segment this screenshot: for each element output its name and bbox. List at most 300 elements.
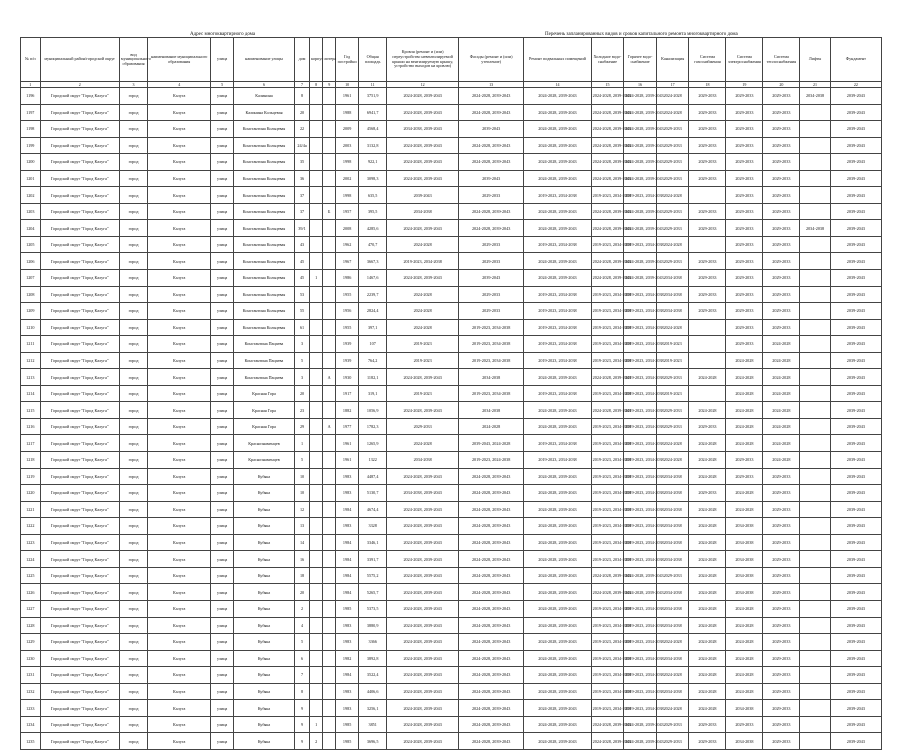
table-cell xyxy=(323,104,336,121)
table-cell: 2019-2023, 2034-2038 xyxy=(459,336,524,353)
table-cell: 1782,3 xyxy=(359,418,387,435)
table-cell: 3256,1 xyxy=(359,700,387,717)
table-cell: 1199 xyxy=(21,137,41,154)
table-cell: 2024-2028, 2039-2043 xyxy=(524,650,591,667)
table-cell: 2024-2028, 2039-2043 xyxy=(387,154,459,171)
table-cell: 2029-2033 xyxy=(387,418,459,435)
table-cell: 2024-2028, 2039-2043 xyxy=(624,716,657,733)
table-cell: 2039-2043 xyxy=(387,187,459,204)
table-cell xyxy=(310,369,323,386)
table-cell: улица xyxy=(211,154,234,171)
table-cell: 1235 xyxy=(21,733,41,750)
table-cell: Городской округ "Город Калуга" xyxy=(40,270,119,287)
table-cell: 2039-2043 xyxy=(830,733,881,750)
table-row xyxy=(21,567,882,584)
table-cell: 2029-2033 xyxy=(726,170,763,187)
table-cell: 2024-2028, 2039-2043 xyxy=(387,501,459,518)
table-cell: 2024-2028, 2039-2043 xyxy=(387,567,459,584)
table-cell xyxy=(800,667,830,684)
table-cell: 2029-2033 xyxy=(763,600,800,617)
table-cell: город xyxy=(119,716,147,733)
table-cell xyxy=(800,650,830,667)
table-row xyxy=(21,319,882,336)
table-cell: 5 xyxy=(294,452,309,469)
table-cell: 2024-2028 xyxy=(726,501,763,518)
table-cell xyxy=(689,352,726,369)
column-header: Кровля (ремонт и (или) переустройство невентилируемой крыши на вентилируемую крышу, устройство выходов на кровлю) xyxy=(387,38,459,82)
table-cell xyxy=(310,104,323,121)
table-cell: 2024-2028, 2039-2043 xyxy=(624,104,657,121)
table-cell xyxy=(323,667,336,684)
table-cell: 2024-2028 xyxy=(726,683,763,700)
table-cell: 2029-2033 xyxy=(763,501,800,518)
table-cell: 1214 xyxy=(21,385,41,402)
table-cell: 22 xyxy=(294,121,309,138)
table-cell: 3132,8 xyxy=(359,137,387,154)
table-cell: 2019-2023, 2034-2038 xyxy=(591,352,624,369)
table-cell: 2024-2028, 2039-2043 xyxy=(624,220,657,237)
table-cell: 2024-2028 xyxy=(689,600,726,617)
table-cell: 39/1 xyxy=(294,220,309,237)
table-row xyxy=(21,286,882,303)
table-cell: 2024-2028 xyxy=(763,385,800,402)
table-cell: 2029-2033 xyxy=(763,518,800,535)
table-cell: Краснознаменцев xyxy=(234,452,295,469)
table-cell: 3 xyxy=(294,369,309,386)
table-cell: 3346,1 xyxy=(359,534,387,551)
table-cell: 1224 xyxy=(21,551,41,568)
table-row xyxy=(21,716,882,733)
table-cell xyxy=(800,303,830,320)
table-row xyxy=(21,617,882,634)
table-cell xyxy=(323,634,336,651)
table-cell: 2024-2028, 2039-2043 xyxy=(624,270,657,287)
table-cell: 2024-2028 xyxy=(656,435,689,452)
table-cell xyxy=(800,716,830,733)
table-cell: Калуга xyxy=(148,402,211,419)
table-cell: Калуга xyxy=(148,286,211,303)
table-cell: 2024-2028, 2039-2043 xyxy=(387,170,459,187)
table-cell: 2024-2028, 2039-2043 xyxy=(459,485,524,502)
table-cell: 1221 xyxy=(21,501,41,518)
table-cell: Калуга xyxy=(148,336,211,353)
table-cell: 2039-2043 xyxy=(830,683,881,700)
table-cell: 2024-2028 xyxy=(763,402,800,419)
table-cell xyxy=(689,187,726,204)
table-cell: 2029-2033 xyxy=(459,286,524,303)
table-cell: 2029-2033 xyxy=(763,634,800,651)
table-cell: 2024-2028 xyxy=(689,567,726,584)
table-cell: 1197 xyxy=(21,104,41,121)
table-cell xyxy=(310,137,323,154)
table-cell: 13 xyxy=(294,518,309,535)
table-cell: 2024-2028 xyxy=(459,418,524,435)
table-cell: улица xyxy=(211,121,234,138)
table-cell xyxy=(800,352,830,369)
table-cell: 2024-2028, 2039-2043 xyxy=(624,170,657,187)
table-cell: 2024-2028, 2039-2043 xyxy=(459,733,524,750)
table-cell: 2029-2033 xyxy=(689,137,726,154)
table-cell: улица xyxy=(211,137,234,154)
table-cell: 1234 xyxy=(21,716,41,733)
table-cell xyxy=(800,468,830,485)
table-row xyxy=(21,700,882,717)
table-row xyxy=(21,104,882,121)
table-cell: 2024-2028 xyxy=(726,667,763,684)
table-cell: 2024-2028, 2039-2043 xyxy=(591,121,624,138)
column-number: 6 xyxy=(234,82,295,88)
table-cell: улица xyxy=(211,236,234,253)
table-cell: 2024-2028, 2039-2043 xyxy=(387,650,459,667)
table-cell: 2019-2023, 2034-2038 xyxy=(624,187,657,204)
table-cell: 2024-2028, 2039-2043 xyxy=(591,716,624,733)
column-header: муниципальный район/городской округ xyxy=(40,38,119,82)
table-cell: 2019-2023, 2034-2038 xyxy=(591,634,624,651)
table-cell: 2034-2038 xyxy=(726,567,763,584)
table-row xyxy=(21,385,882,402)
table-cell: 2024-2028, 2039-2043 xyxy=(387,270,459,287)
table-row xyxy=(21,270,882,287)
table-cell: Городской округ "Город Калуга" xyxy=(40,303,119,320)
table-cell: 2039-2043 xyxy=(830,319,881,336)
table-cell: 1208 xyxy=(21,286,41,303)
column-number: 12 xyxy=(387,82,459,88)
table-cell: 20 xyxy=(294,385,309,402)
table-cell: 2029-2033 xyxy=(726,336,763,353)
table-cell: 2024-2028, 2039-2043 xyxy=(459,203,524,220)
table-cell: Кубяка xyxy=(234,683,295,700)
table-cell: 2024-2028, 2039-2043 xyxy=(459,518,524,535)
table-cell: 2019-2023, 2034-2038 xyxy=(459,319,524,336)
table-cell: улица xyxy=(211,369,234,386)
table-cell: 397,1 xyxy=(359,319,387,336)
table-row xyxy=(21,733,882,750)
table-cell: 2019-2023, 2034-2038 xyxy=(624,385,657,402)
table-cell: 1233 xyxy=(21,700,41,717)
table-cell: 2039-2043 xyxy=(830,104,881,121)
table-cell: Калуга xyxy=(148,584,211,601)
table-cell: город xyxy=(119,667,147,684)
table-cell: 2019-2023, 2034-2038 xyxy=(624,303,657,320)
table-cell: 2019-2023, 2034-2038 xyxy=(524,303,591,320)
table-cell: 2024-2028, 2039-2043 xyxy=(387,617,459,634)
table-cell: 2039-2043 xyxy=(830,617,881,634)
table-cell: Б xyxy=(323,203,336,220)
table-cell: Городской округ "Город Калуга" xyxy=(40,683,119,700)
table-cell: 45 xyxy=(294,253,309,270)
table-cell: Городской округ "Город Калуга" xyxy=(40,104,119,121)
table-cell xyxy=(310,385,323,402)
table-cell: 1977 xyxy=(336,418,359,435)
table-cell: 1201 xyxy=(21,170,41,187)
table-cell: 2024-2028 xyxy=(763,452,800,469)
table-cell: 2019-2023, 2034-2038 xyxy=(624,485,657,502)
table-cell xyxy=(323,518,336,535)
table-cell: улица xyxy=(211,667,234,684)
table-cell: Городской округ "Город Калуга" xyxy=(40,154,119,171)
table-cell: город xyxy=(119,600,147,617)
table-cell: 2029-2033 xyxy=(763,485,800,502)
table-cell: Городской округ "Город Калуга" xyxy=(40,385,119,402)
table-cell: Константина Пацаева xyxy=(234,352,295,369)
table-cell xyxy=(310,567,323,584)
table-cell: 2029-2033 xyxy=(656,203,689,220)
table-cell: 10 xyxy=(294,468,309,485)
table-cell: 2024-2028 xyxy=(726,418,763,435)
table-cell: Кубяка xyxy=(234,518,295,535)
table-cell: 2019-2023 xyxy=(656,385,689,402)
table-cell: 5265,7 xyxy=(359,584,387,601)
table-cell: 4674,4 xyxy=(359,501,387,518)
address-group-caption: Адрес многоквартирного дома xyxy=(190,32,256,37)
table-cell xyxy=(310,303,323,320)
table-cell: 2039-2043 xyxy=(830,600,881,617)
table-cell: город xyxy=(119,369,147,386)
table-cell: 2019-2023, 2034-2038 xyxy=(591,485,624,502)
table-cell xyxy=(310,220,323,237)
table-cell: Кубяка xyxy=(234,584,295,601)
table-cell: 2024-2028, 2039-2043 xyxy=(524,170,591,187)
table-cell xyxy=(310,352,323,369)
table-cell: Калуга xyxy=(148,220,211,237)
table-cell: 395,5 xyxy=(359,203,387,220)
table-cell: 2024-2028, 2039-2043 xyxy=(591,369,624,386)
column-number: 2 xyxy=(40,82,119,88)
table-cell: 2019-2023, 2034-2038 xyxy=(591,236,624,253)
table-cell: 2034-2038 xyxy=(656,617,689,634)
table-cell: 2029-2033 xyxy=(726,236,763,253)
table-cell: 1882 xyxy=(336,402,359,419)
table-cell: 2029-2033 xyxy=(763,567,800,584)
table-cell: 2019-2023, 2034-2038 xyxy=(591,468,624,485)
table-cell xyxy=(310,617,323,634)
table-cell: 2039-2043 xyxy=(459,121,524,138)
table-cell: 2019-2023, 2034-2038 xyxy=(624,336,657,353)
table-cell: 2034-2038 xyxy=(656,551,689,568)
table-cell: 2039-2043 xyxy=(830,336,881,353)
table-cell: 2019-2023, 2034-2038 xyxy=(624,650,657,667)
table-cell xyxy=(800,402,830,419)
table-cell: 2029-2033 xyxy=(763,236,800,253)
table-cell xyxy=(323,683,336,700)
table-cell: 1265,9 xyxy=(359,435,387,452)
table-cell: 2029-2033 xyxy=(763,270,800,287)
table-cell: 2034-2038 xyxy=(459,402,524,419)
table-cell: город xyxy=(119,88,147,105)
table-cell: Городской округ "Город Калуга" xyxy=(40,452,119,469)
table-cell: 2019-2023, 2034-2038 xyxy=(624,518,657,535)
repairs-group-caption: Перечень запланированных видов и сроков капитального ремонта многоквартирного дома xyxy=(545,32,738,37)
table-row xyxy=(21,303,882,320)
table-row xyxy=(21,253,882,270)
table-cell: 2029-2033 xyxy=(726,468,763,485)
table-cell: 1230 xyxy=(21,650,41,667)
table-cell: 24/4а xyxy=(294,137,309,154)
table-cell xyxy=(323,352,336,369)
table-cell: 2024-2028, 2039-2043 xyxy=(459,154,524,171)
table-cell xyxy=(800,336,830,353)
table-cell: город xyxy=(119,402,147,419)
table-cell: 2019-2023, 2034-2038 xyxy=(591,336,624,353)
table-cell: город xyxy=(119,485,147,502)
table-cell: 1983 xyxy=(336,700,359,717)
table-cell: 2029-2033 xyxy=(763,683,800,700)
table-cell: город xyxy=(119,634,147,651)
table-cell xyxy=(323,600,336,617)
table-cell: 4487,4 xyxy=(359,468,387,485)
table-cell xyxy=(800,700,830,717)
table-cell: Калуга xyxy=(148,485,211,502)
table-cell: Калуга xyxy=(148,303,211,320)
table-cell: Калуга xyxy=(148,452,211,469)
table-cell: Калуга xyxy=(148,187,211,204)
table-cell: 2024-2028, 2039-2043 xyxy=(624,154,657,171)
table-cell: Калуга xyxy=(148,634,211,651)
table-cell: 2029-2033 xyxy=(689,733,726,750)
table-cell: 1227 xyxy=(21,600,41,617)
table-cell: 2039-2043 xyxy=(830,485,881,502)
table-cell: улица xyxy=(211,385,234,402)
table-cell: 2019-2023, 2034-2038 xyxy=(624,501,657,518)
table-cell: 2039-2043 xyxy=(830,584,881,601)
column-number: 4 xyxy=(148,82,211,88)
column-header: № п/п xyxy=(21,38,41,82)
table-row xyxy=(21,551,882,568)
table-cell: 1961 xyxy=(336,435,359,452)
table-cell: 2024-2028, 2039-2043 xyxy=(524,667,591,684)
table-cell: 2024-2028, 2039-2043 xyxy=(459,667,524,684)
table-cell: 1204 xyxy=(21,220,41,237)
table-cell: 5 xyxy=(294,634,309,651)
table-cell: 2039-2043 xyxy=(830,369,881,386)
table-cell xyxy=(323,700,336,717)
column-number: 16 xyxy=(624,82,657,88)
table-cell: Городской округ "Город Калуга" xyxy=(40,617,119,634)
table-cell: 2024-2028, 2039-2043 xyxy=(524,600,591,617)
table-cell: 2039-2043 xyxy=(830,650,881,667)
table-cell xyxy=(800,617,830,634)
table-cell: 2019-2023, 2034-2038 xyxy=(624,468,657,485)
table-cell: 2024-2028 xyxy=(689,683,726,700)
table-cell: 2029-2033 xyxy=(763,733,800,750)
table-cell xyxy=(800,270,830,287)
table-cell: 1209 xyxy=(21,303,41,320)
table-cell: 2019-2023, 2034-2038 xyxy=(591,600,624,617)
table-cell: А xyxy=(323,369,336,386)
table-cell: 1955 xyxy=(336,286,359,303)
table-cell: улица xyxy=(211,435,234,452)
table-cell: 2024-2028 xyxy=(726,385,763,402)
table-cell: 2019-2023 xyxy=(656,336,689,353)
table-cell: 2029-2033 xyxy=(656,418,689,435)
table-cell: 2024-2028, 2039-2043 xyxy=(624,88,657,105)
table-cell: Кубяка xyxy=(234,634,295,651)
table-cell: 1322 xyxy=(359,452,387,469)
table-cell: 3851 xyxy=(359,716,387,733)
table-cell: 1984 xyxy=(336,667,359,684)
table-cell: 2029-2033 xyxy=(689,286,726,303)
table-cell: 2039-2043 xyxy=(830,452,881,469)
table-cell: Константина Кольцевая xyxy=(234,203,295,220)
table-cell: 2029-2033 xyxy=(656,402,689,419)
table-cell: улица xyxy=(211,352,234,369)
table-cell: 2024-2028 xyxy=(689,551,726,568)
column-number: 19 xyxy=(726,82,763,88)
table-cell: 2034-2038 xyxy=(656,468,689,485)
table-cell: 18 xyxy=(294,567,309,584)
table-cell: 2029-2033 xyxy=(726,716,763,733)
table-cell: 2039-2043 xyxy=(830,303,881,320)
table-cell xyxy=(310,650,323,667)
table-cell: 2024-2028 xyxy=(763,352,800,369)
table-cell: Городской округ "Город Калуга" xyxy=(40,567,119,584)
table-cell: 2029-2033 xyxy=(656,121,689,138)
column-number: 8 xyxy=(310,82,323,88)
table-cell: 2029-2033 xyxy=(763,88,800,105)
table-cell: 2024-2028, 2039-2043 xyxy=(591,203,624,220)
table-cell: 2009 xyxy=(336,121,359,138)
table-cell: 1203 xyxy=(21,203,41,220)
table-cell: 2034-2038 xyxy=(656,534,689,551)
table-cell: город xyxy=(119,137,147,154)
column-header: наименование улицы xyxy=(234,38,295,82)
table-cell: 2019-2023, 2034-2038 xyxy=(591,617,624,634)
table-cell: 2029-2033 xyxy=(689,253,726,270)
table-row xyxy=(21,88,882,105)
table-cell: 2019-2023, 2034-2038 xyxy=(624,402,657,419)
table-cell: 35 xyxy=(294,154,309,171)
table-cell: Городской округ "Город Калуга" xyxy=(40,88,119,105)
table-cell: Константина Кольцевая xyxy=(234,137,295,154)
table-cell: 2019-2023, 2034-2038 xyxy=(624,319,657,336)
table-cell xyxy=(310,485,323,502)
table-row xyxy=(21,170,882,187)
table-cell: Городской округ "Город Калуга" xyxy=(40,170,119,187)
table-cell: 2019-2023, 2034-2038 xyxy=(524,236,591,253)
table-row xyxy=(21,518,882,535)
table-row xyxy=(21,634,882,651)
table-cell: 2029-2033 xyxy=(689,303,726,320)
table-cell xyxy=(323,551,336,568)
table-cell: улица xyxy=(211,88,234,105)
table-cell xyxy=(310,634,323,651)
table-cell: 1939 xyxy=(336,352,359,369)
table-cell: 2024-2028, 2039-2043 xyxy=(591,220,624,237)
table-cell: 319,1 xyxy=(359,385,387,402)
table-cell: 2019-2023, 2034-2038 xyxy=(624,551,657,568)
table-cell: Калуга xyxy=(148,137,211,154)
table-cell: 1986 xyxy=(336,270,359,287)
table-cell: 5130,7 xyxy=(359,485,387,502)
table-cell: 2034-2038 xyxy=(656,303,689,320)
table-cell: Калуга xyxy=(148,154,211,171)
table-cell xyxy=(800,600,830,617)
table-cell: 2039-2043 xyxy=(830,468,881,485)
table-cell: 2024-2028 xyxy=(387,286,459,303)
table-cell: 2019-2023, 2034-2038 xyxy=(591,518,624,535)
table-cell: 2024-2028, 2039-2043 xyxy=(387,700,459,717)
table-cell: 2019-2023, 2034-2038 xyxy=(624,452,657,469)
table-cell: 2024-2028 xyxy=(689,402,726,419)
column-header: улица xyxy=(211,38,234,82)
table-cell: 6 xyxy=(294,650,309,667)
table-cell: 3751,9 xyxy=(359,88,387,105)
table-cell: 2024-2028, 2039-2043 xyxy=(459,551,524,568)
table-cell xyxy=(800,137,830,154)
table-cell: 2824,4 xyxy=(359,303,387,320)
table-cell xyxy=(323,121,336,138)
table-cell: 2039-2043 xyxy=(830,187,881,204)
